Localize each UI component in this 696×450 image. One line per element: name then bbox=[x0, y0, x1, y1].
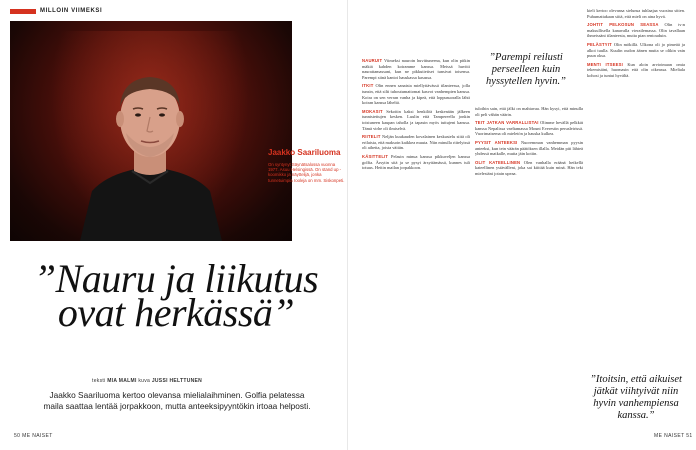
answer-text: Olimme hevällä pelkkät kanssa Nepalissa vaeltamassa Mount Everestin perusleirissä. Vuorimaisema oli mieletön ja hauska kulkea. bbox=[475, 120, 583, 137]
article-paragraph bbox=[362, 83, 470, 105]
headline: ”Nauru ja liikutus ovat herkässä” bbox=[33, 256, 319, 335]
question-label: PYYSIT ANTEEKSI bbox=[475, 139, 518, 145]
question-label: PELÄSTYIT bbox=[587, 41, 612, 47]
answer-text: Viimeksi nauroin huvittuneena, kun olin pitkin mäkiä kahden koiramme kanssa. Meissä huvitti naurattamassani, kun ne pikkutietiset tunsivat toisensa. Parempi siinä kantoi hauskassa kasassa. bbox=[362, 58, 470, 80]
article-paragraph bbox=[362, 134, 470, 151]
article-paragraph bbox=[475, 120, 583, 137]
byline-photo-prefix: kuva bbox=[138, 378, 151, 384]
question-label: ITKIT bbox=[362, 83, 374, 89]
portrait-photo bbox=[10, 21, 292, 241]
answer-text: Neljän kuukauden kovalainen keskustelu siitä oli erilaista, että maksoin kaikkea muuta. Niin minulla riitelyissä oli aihetta, joista väitän. bbox=[362, 134, 470, 151]
answer-text: Olin ennen sanaista miellyttävässä tilanteessa, jolla tunsin, että silti tuhoutumattomat kasvot vanhempien kanssa. Koira on sen verran vanha ja kipeä, että loppusuoralla lähti koiran kanssa läheltä. bbox=[362, 83, 470, 106]
question-label: MENTI ITSEESI bbox=[587, 61, 624, 67]
byline bbox=[92, 378, 202, 384]
article-paragraph bbox=[587, 8, 685, 19]
caption-name: Jaakko Saariluoma bbox=[268, 148, 341, 157]
footer-right: ME NAISET 51 bbox=[654, 433, 693, 439]
answer-text: Sekoitin kaksi henkilöä keskenään jälkeen tunnistettujen kesken. Luulin että Tampereella jonkin toistuneen kaupan taholla ja tapasin myös tuttujeni kanssa. Tämä virhe oli ilmiselvä. bbox=[362, 108, 470, 131]
answer-text: tuloihin sain, että jälki on mahtavaa. Hän kysyi, että minulla oli peli vähän väärin. bbox=[475, 106, 583, 117]
article-paragraph bbox=[362, 154, 470, 171]
section-accent-bar bbox=[10, 9, 36, 14]
section-label-text: MILLOIN VIIMEKSI bbox=[40, 8, 103, 14]
article-paragraph bbox=[587, 62, 685, 79]
answer-text: Olin mökillä. Ulkona oli jo pimeää ja alkoi tuulla. Kuulin oudon äänen mutta se olikin vain puun oksa. bbox=[587, 41, 685, 59]
question-label: NAURUIT bbox=[362, 58, 383, 63]
article-column-2 bbox=[475, 106, 583, 450]
byline-writer: MIA MALMI bbox=[107, 378, 137, 384]
answer-text: Nuoremman vanhemman pyysin anteeksi, kun tein väärän päätöksen illalla. Meidän piti lähteä yhdessä matkalle, mutta jäin kotiin. bbox=[475, 139, 583, 157]
article-paragraph bbox=[362, 109, 470, 131]
answer-text: kieli kertoo olevansa sielunsa tuhlaajaa vuosina sitten. Puhumattakaan siitä, että mieli on aina hyvä. bbox=[587, 8, 685, 19]
byline-text-prefix: teksti bbox=[92, 378, 106, 384]
byline-photographer: JUSSI HELTTUNEN bbox=[151, 378, 203, 384]
person-illustration bbox=[10, 21, 292, 241]
pull-quote-2: ”Itoitsin, että aikuiset jätkät viihtyivät niin hyvin vanhempiensa kanssa.” bbox=[590, 374, 682, 421]
question-label: OLIT KATEELLINEN bbox=[475, 159, 521, 165]
question-label: KÄSITTELIT bbox=[362, 153, 389, 159]
article-paragraph bbox=[587, 42, 685, 59]
question-label: TEIT JATKAN VARRALLISTAI bbox=[475, 120, 539, 126]
lead-paragraph: Jaakko Saariluoma kertoo olevansa mielialaihminen. Golfia pelatessa maila saattaa lentää jorpakkoon, mutta anteeksipyyntökin irtoaa helposti. bbox=[43, 390, 311, 411]
article-paragraph bbox=[475, 160, 583, 177]
question-label: JOHTIT PELKOSUN SEASSA bbox=[587, 22, 659, 28]
pull-quote-1: ”Parempi reilusti perseelleen kuin hyssytellen hyvin.” bbox=[486, 52, 566, 87]
article-paragraph bbox=[362, 58, 470, 80]
question-label: MOKASIT bbox=[362, 108, 383, 114]
section-label bbox=[10, 8, 102, 14]
caption-text: On syntynyt Säynätsalossa vuonna 1977. Asuu Helsingissä. On stand up -koomikko ja näyttelijä, jonka tunnetuimpia rooleja on mm. Siskonpeti. bbox=[268, 161, 345, 183]
question-label: RIITELIT bbox=[362, 134, 381, 140]
answer-text: Pelasin minua kanssa pikkuveljen kanssa golfia. Ärsytin sitä ja se pysyi ärsyttämässä, kunnes tuli totuus. Heitin mailan jorpakkoon. bbox=[362, 153, 470, 171]
answer-text: Kun aloin arvioimaan omia tekemisiäni, huomasin että olin oikeassa. Mieliala kohosi ja tuntui hyvältä. bbox=[587, 61, 685, 78]
article-paragraph bbox=[587, 22, 685, 39]
footer-left: 50 ME NAISET bbox=[14, 433, 53, 439]
photo-caption bbox=[268, 148, 346, 183]
article-column-1 bbox=[362, 58, 470, 438]
answer-text: Olin tv:n maksullisella kanavalla vierailemassa. Olin tavallaan ihmeissäni tilanteesta, mutta pian rentouduin. bbox=[587, 22, 685, 39]
article-paragraph bbox=[475, 140, 583, 157]
article-paragraph bbox=[475, 106, 583, 117]
answer-text: Olen vanhalla eräänä hetkellä kateellinen ystävälleni, joka sai kiittää kuin minä. Hän teki mielestäni jotain upeaa. bbox=[475, 159, 583, 176]
